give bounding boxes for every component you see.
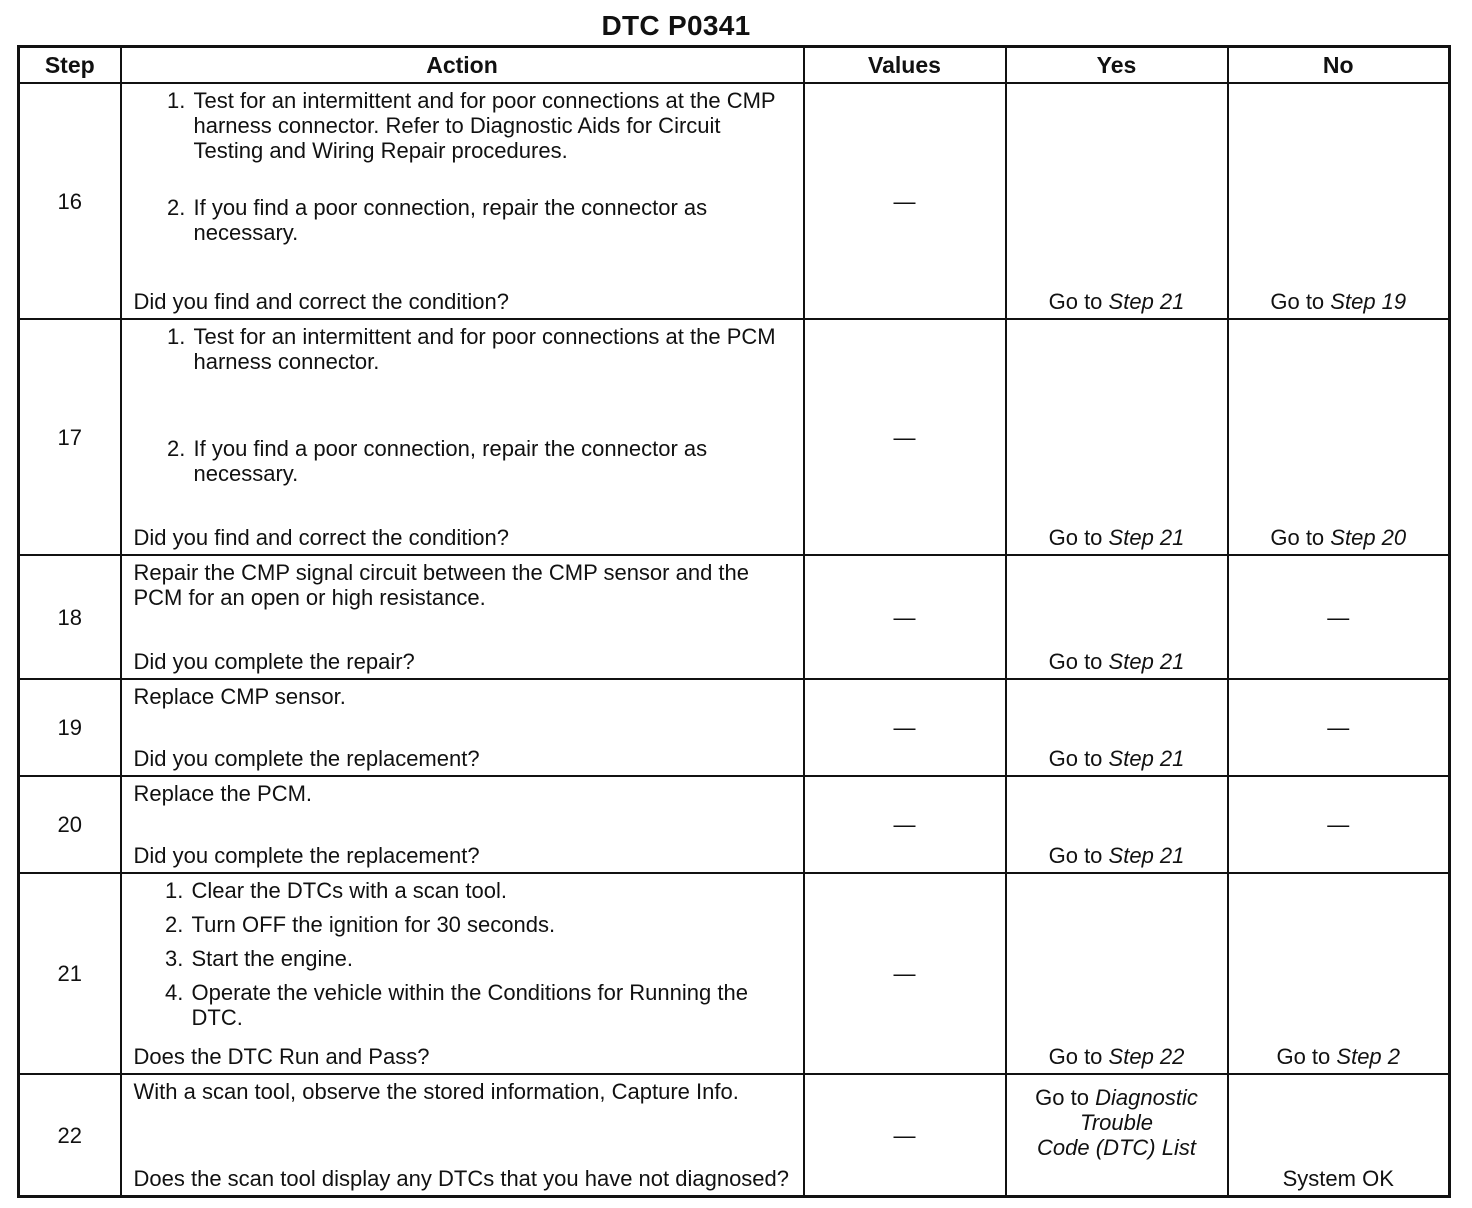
go-to-label: Go to [1270,289,1325,314]
step-link[interactable]: Step 21 [1108,649,1185,674]
step-link[interactable]: Step 21 [1108,289,1185,314]
action-step: 2. If you find a poor connection, repair the connector as necessary. [192,436,793,486]
action-steps [134,324,793,486]
yes-cell[interactable] [1006,679,1228,776]
action-question: Did you complete the replacement? [133,746,480,771]
step-link[interactable]: Step 2 [1336,1044,1401,1069]
table-row [19,776,1450,873]
step-link[interactable]: Trouble [1080,1110,1153,1135]
header-values: Values [804,47,1006,84]
no-cell[interactable] [1228,319,1450,555]
header-step: Step [19,47,121,84]
step-link[interactable]: Diagnostic [1095,1085,1198,1110]
step-link[interactable]: Step 20 [1330,525,1407,550]
action-cell [121,679,804,776]
action-cell [121,776,804,873]
go-to-label: Go to [1048,525,1103,550]
step-number: 22 [19,1074,121,1197]
yes-cell[interactable] [1006,319,1228,555]
go-to-label: Go to [1270,525,1325,550]
go-to-label: Go to [1048,289,1103,314]
no-cell: — [1228,555,1450,679]
step-link[interactable]: Step 19 [1330,289,1407,314]
document-title: DTC P0341 [601,10,751,41]
action-question: Did you complete the replacement? [133,843,480,868]
action-cell [121,1074,804,1197]
action-step: 1. Test for an intermittent and for poor connections at the CMP harness connector. Refer to Diagnostic Aids for Circuit Testing and Wiring Repair procedures. [192,88,793,163]
values-cell: — [804,555,1006,679]
no-cell: — [1228,679,1450,776]
action-cell [121,873,804,1074]
values-cell: — [804,679,1006,776]
yes-cell[interactable] [1006,83,1228,319]
step-number: 19 [19,679,121,776]
action-cell [121,555,804,679]
dtc-table [17,45,1451,1198]
action-step: 1. Clear the DTCs with a scan tool. [190,878,793,903]
action-text: Replace CMP sensor. [133,684,346,709]
action-question: Did you find and correct the condition? [133,289,509,314]
step-link[interactable]: Step 21 [1108,843,1185,868]
yes-cell[interactable] [1006,873,1228,1074]
table-row [19,873,1450,1074]
go-to-label: Go to [1035,1085,1089,1110]
action-step: 2. If you find a poor connection, repair the connector as necessary. [192,195,793,245]
go-to-label: Go to [1048,746,1103,771]
yes-cell[interactable] [1006,1074,1228,1197]
values-cell: — [804,776,1006,873]
table-row [19,679,1450,776]
action-steps [134,878,793,1030]
values-cell: — [804,873,1006,1074]
action-text: Repair the CMP signal circuit between the CMP sensor and the PCM for an open or high resistance. [133,560,750,610]
action-step: 3. Start the engine. [190,946,793,971]
step-number: 21 [19,873,121,1074]
step-number: 18 [19,555,121,679]
action-question: Does the scan tool display any DTCs that you have not diagnosed? [133,1166,790,1191]
action-question: Did you complete the repair? [133,649,415,674]
step-link[interactable]: Step 21 [1108,746,1185,771]
no-cell: — [1228,776,1450,873]
step-number: 20 [19,776,121,873]
action-steps [134,88,793,245]
action-step: 4. Operate the vehicle within the Conditions for Running the DTC. [190,980,793,1030]
step-number: 17 [19,319,121,555]
go-to-label: Go to [1048,843,1103,868]
step-link[interactable]: Code (DTC) List [1037,1135,1196,1160]
table-row [19,319,1450,555]
no-cell: System OK [1228,1074,1450,1197]
no-cell[interactable] [1228,873,1450,1074]
yes-cell[interactable] [1006,776,1228,873]
values-cell: — [804,1074,1006,1197]
header-no: No [1228,47,1450,84]
action-step: 1. Test for an intermittent and for poor connections at the PCM harness connector. [192,324,793,374]
values-cell: — [804,83,1006,319]
step-link[interactable]: Step 21 [1108,525,1185,550]
action-question: Does the DTC Run and Pass? [133,1044,430,1069]
action-cell [121,83,804,319]
header-row [19,47,1450,84]
action-question: Did you find and correct the condition? [133,525,509,550]
action-step: 2. Turn OFF the ignition for 30 seconds. [190,912,793,937]
action-text: With a scan tool, observe the stored information, Capture Info. [133,1079,739,1104]
table-row [19,83,1450,319]
step-number: 16 [19,83,121,319]
values-cell: — [804,319,1006,555]
step-link[interactable]: Step 22 [1108,1044,1185,1069]
go-to-label: Go to [1276,1044,1331,1069]
go-to-label: Go to [1048,649,1103,674]
table-row [19,1074,1450,1197]
no-cell[interactable] [1228,83,1450,319]
action-cell [121,319,804,555]
header-yes: Yes [1006,47,1228,84]
yes-cell[interactable] [1006,555,1228,679]
header-action: Action [121,47,804,84]
action-text: Replace the PCM. [133,781,313,806]
go-to-label: Go to [1048,1044,1103,1069]
table-row [19,555,1450,679]
